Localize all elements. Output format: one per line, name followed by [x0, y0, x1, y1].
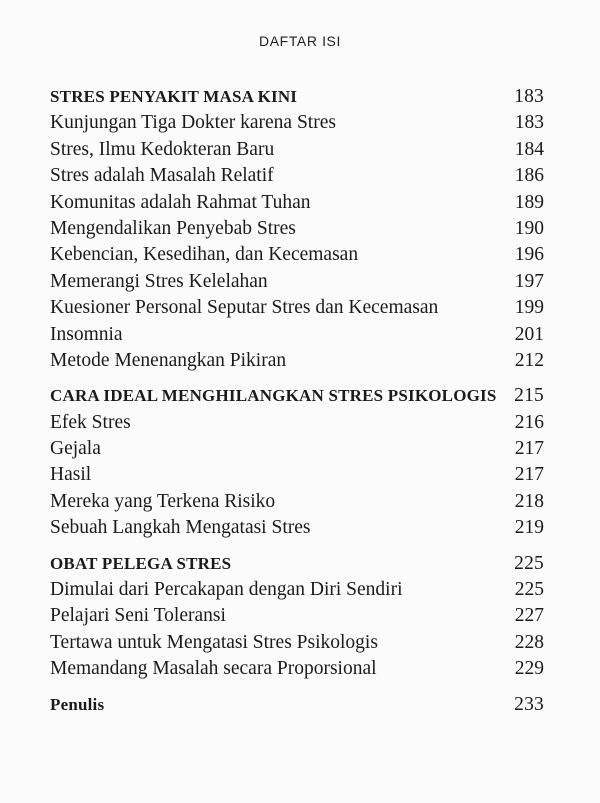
entry-title: Metode Menenangkan Pikiran — [50, 349, 287, 371]
toc-entry[interactable] — [50, 489, 544, 515]
section-page-number: 225 — [514, 552, 544, 574]
entry-title: Stres, Ilmu Kedokteran Baru — [50, 138, 275, 160]
toc-entry[interactable] — [50, 656, 544, 682]
toc-writer-section — [50, 692, 544, 718]
entry-page-number: 228 — [514, 631, 544, 653]
entry-page-number: 197 — [514, 270, 544, 292]
toc-entry[interactable] — [50, 269, 544, 295]
entry-title: Dimulai dari Percakapan dengan Diri Sendiri — [50, 579, 403, 601]
toc-entry[interactable] — [50, 462, 544, 488]
toc-section-heading[interactable] — [50, 383, 544, 409]
writer-title: Penulis — [50, 694, 105, 714]
entry-title: Efek Stres — [50, 411, 131, 433]
section-title: STRES PENYAKIT MASA KINI — [50, 87, 298, 106]
entry-page-number: 199 — [514, 297, 544, 319]
entry-page-number: 186 — [514, 165, 544, 187]
toc-entry[interactable] — [50, 603, 544, 629]
toc-entry[interactable] — [50, 410, 544, 436]
toc-entry[interactable] — [50, 163, 544, 189]
entry-page-number: 218 — [514, 490, 544, 512]
entry-page-number: 212 — [514, 349, 544, 371]
entry-title: Memandang Masalah secara Proporsional — [50, 658, 377, 680]
entry-page-number: 189 — [514, 191, 544, 213]
section-title: CARA IDEAL MENGHILANGKAN STRES PSIKOLOGIS — [50, 386, 497, 406]
toc-section-1 — [50, 84, 544, 374]
entry-page-number: 217 — [514, 464, 544, 486]
entry-title: Tertawa untuk Mengatasi Stres Psikologis — [50, 631, 378, 653]
running-head: DAFTAR ISI — [259, 33, 341, 49]
entry-page-number: 227 — [514, 605, 544, 627]
entry-title: Kuesioner Personal Seputar Stres dan Kecemasan — [50, 297, 439, 319]
toc-entry[interactable] — [50, 137, 544, 163]
toc-entry[interactable] — [50, 515, 544, 541]
entry-title: Gejala — [50, 438, 101, 460]
entry-page-number: 184 — [514, 138, 544, 160]
entry-title: Memerangi Stres Kelelahan — [50, 270, 268, 292]
entry-page-number: 217 — [514, 438, 544, 460]
entry-page-number: 201 — [514, 323, 544, 345]
entry-page-number: 225 — [514, 579, 544, 601]
toc-section-heading[interactable] — [50, 84, 544, 110]
section-page-number: 215 — [514, 385, 544, 407]
toc-entry[interactable] — [50, 630, 544, 656]
toc-entry[interactable] — [50, 295, 544, 321]
toc-section-heading[interactable] — [50, 551, 544, 577]
entry-title: Mereka yang Terkena Risiko — [50, 490, 276, 512]
toc-entry[interactable] — [50, 322, 544, 348]
entry-title: Kebencian, Kesedihan, dan Kecemasan — [50, 244, 359, 266]
entry-page-number: 229 — [514, 658, 544, 680]
entry-page-number: 190 — [514, 217, 544, 239]
toc-section-3 — [50, 551, 544, 683]
toc-entry[interactable] — [50, 577, 544, 603]
entry-page-number: 183 — [514, 112, 544, 134]
section-title: OBAT PELEGA STRES — [50, 553, 232, 573]
toc-entry[interactable] — [50, 242, 544, 268]
entry-title: Sebuah Langkah Mengatasi Stres — [50, 517, 311, 539]
entry-page-number: 196 — [514, 244, 544, 266]
entry-title: Pelajari Seni Toleransi — [50, 605, 226, 627]
entry-title: Mengendalikan Penyebab Stres — [50, 217, 296, 239]
toc-writer-heading[interactable] — [50, 692, 544, 718]
writer-page-number: 233 — [514, 693, 544, 715]
section-page-number: 183 — [514, 86, 544, 107]
entry-title: Stres adalah Masalah Relatif — [50, 165, 274, 187]
entry-title: Insomnia — [50, 323, 123, 345]
entry-title: Kunjungan Tiga Dokter karena Stres — [50, 112, 336, 134]
entry-page-number: 219 — [514, 517, 544, 539]
toc-entry[interactable] — [50, 436, 544, 462]
table-of-contents — [50, 84, 544, 718]
toc-entry[interactable] — [50, 348, 544, 374]
toc-section-2 — [50, 383, 544, 541]
toc-entry[interactable] — [50, 216, 544, 242]
entry-title: Komunitas adalah Rahmat Tuhan — [50, 191, 311, 213]
entry-page-number: 216 — [514, 411, 544, 433]
entry-title: Hasil — [50, 464, 92, 486]
toc-entry[interactable] — [50, 190, 544, 216]
toc-entry[interactable] — [50, 110, 544, 136]
